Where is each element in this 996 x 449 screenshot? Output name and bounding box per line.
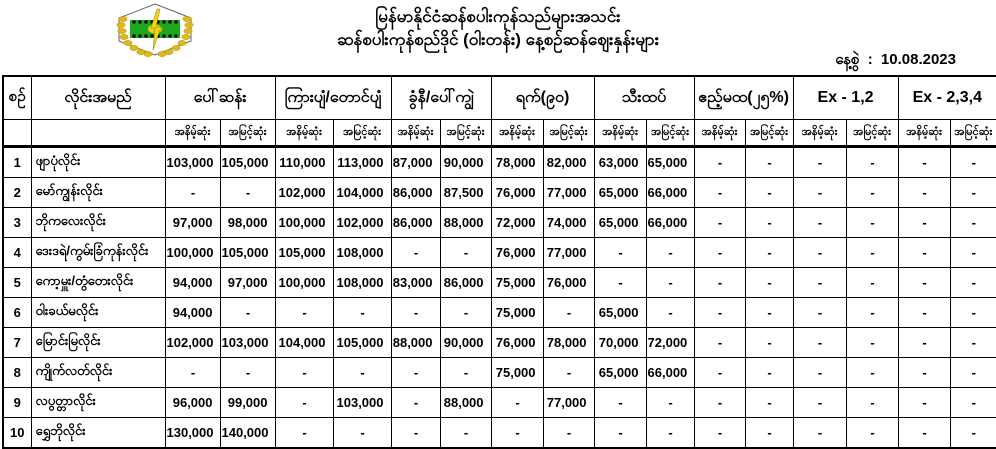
price-cell: 105,000: [275, 238, 333, 268]
price-cell: -: [950, 358, 996, 388]
price-cell: 63,000: [594, 147, 646, 178]
price-cell: -: [793, 328, 846, 358]
page-subtitle: ဆန်စပါးကုန်စည်ဒိုင် (ဝါးတန်း) နေ့စဉ်ဆန်ဈေးနှန်းများ: [336, 30, 660, 49]
group-header-row: [3, 76, 996, 120]
line-name-cell: လပွတ္တာလိုင်း: [31, 388, 165, 418]
daily-rice-price-table: [2, 75, 996, 449]
price-cell: -: [694, 388, 745, 418]
price-cell: 88,000: [440, 208, 491, 238]
rice-variety-group-header: ကြားပျံ/တောင်ပျံ: [275, 76, 391, 120]
price-cell: -: [898, 238, 950, 268]
price-cell: 96,000: [165, 388, 220, 418]
row-serial-number: 10: [3, 418, 31, 449]
price-cell: -: [391, 418, 440, 449]
price-cell: 83,000: [391, 268, 440, 298]
subcol-lowest-header: အနိမ့်ဆုံး: [391, 120, 440, 147]
price-cell: -: [694, 238, 745, 268]
date-value: 10.08.2023: [880, 51, 956, 68]
price-cell: -: [950, 298, 996, 328]
rice-variety-group-header: ဧည့်မထ(၂၅%): [694, 76, 793, 120]
price-cell: -: [950, 147, 996, 178]
price-cell: -: [793, 418, 846, 449]
price-cell: 140,000: [220, 418, 275, 449]
price-cell: -: [694, 208, 745, 238]
line-name-cell: ဖျာပုံလိုင်း: [31, 147, 165, 178]
price-cell: -: [745, 418, 793, 449]
price-cell: 66,000: [646, 358, 694, 388]
rice-variety-group-header: ခွံနီ/ပေါ်ကျွဲ: [391, 76, 491, 120]
price-cell: 103,000: [333, 388, 391, 418]
price-cell: 104,000: [275, 328, 333, 358]
price-cell: 72,000: [646, 328, 694, 358]
price-cell: -: [646, 238, 694, 268]
price-cell: -: [440, 298, 491, 328]
price-cell: -: [846, 208, 898, 238]
table-row: [3, 418, 996, 449]
price-cell: -: [745, 268, 793, 298]
price-cell: -: [898, 388, 950, 418]
price-cell: -: [646, 298, 694, 328]
price-cell: -: [846, 388, 898, 418]
price-cell: -: [694, 147, 745, 178]
line-name-cell: မော်ကျွန်းလိုင်း: [31, 178, 165, 208]
price-cell: -: [793, 147, 846, 178]
row-serial-number: 6: [3, 298, 31, 328]
price-cell: -: [950, 418, 996, 449]
subcol-highest-header: အမြင့်ဆုံး: [220, 120, 275, 147]
price-cell: 65,000: [594, 358, 646, 388]
rice-variety-group-header: Ex - 1,2: [793, 76, 898, 120]
price-cell: -: [846, 418, 898, 449]
price-cell: -: [646, 388, 694, 418]
price-cell: 100,000: [165, 238, 220, 268]
price-cell: 74,000: [543, 208, 594, 238]
rice-variety-group-header: ပေါ်ဆန်း: [165, 76, 275, 120]
price-cell: 105,000: [220, 147, 275, 178]
subcol-highest-header: အမြင့်ဆုံး: [846, 120, 898, 147]
association-logo-icon: [108, 3, 202, 57]
price-cell: -: [543, 298, 594, 328]
price-cell: -: [333, 418, 391, 449]
price-cell: 66,000: [646, 178, 694, 208]
table-row: [3, 238, 996, 268]
price-cell: -: [391, 358, 440, 388]
date-line: [831, 50, 956, 72]
row-serial-number: 5: [3, 268, 31, 298]
price-cell: 75,000: [491, 358, 543, 388]
price-cell: -: [333, 358, 391, 388]
subcol-lowest-header: အနိမ့်ဆုံး: [793, 120, 846, 147]
price-cell: -: [745, 178, 793, 208]
serial-subheader-empty: [3, 120, 31, 147]
price-cell: -: [694, 268, 745, 298]
price-cell: -: [391, 388, 440, 418]
row-serial-number: 7: [3, 328, 31, 358]
subcol-highest-header: အမြင့်ဆုံး: [543, 120, 594, 147]
price-cell: -: [950, 178, 996, 208]
serial-column-header: စဉ်: [3, 76, 31, 120]
price-cell: -: [793, 388, 846, 418]
line-name-cell: ဘိုကလေးလိုင်း: [31, 208, 165, 238]
subcol-lowest-header: အနိမ့်ဆုံး: [694, 120, 745, 147]
rice-variety-group-header: ရက်(၉၀): [491, 76, 594, 120]
price-cell: 65,000: [646, 147, 694, 178]
name-subheader-empty: [31, 120, 165, 147]
price-cell: 104,000: [333, 178, 391, 208]
price-cell: -: [220, 298, 275, 328]
price-cell: 76,000: [543, 268, 594, 298]
price-cell: 103,000: [220, 328, 275, 358]
price-cell: -: [745, 328, 793, 358]
line-name-cell: ဝါးခယ်မလိုင်း: [31, 298, 165, 328]
price-cell: -: [694, 178, 745, 208]
row-serial-number: 3: [3, 208, 31, 238]
page-header: [0, 0, 996, 75]
price-cell: 65,000: [594, 178, 646, 208]
price-cell: -: [440, 358, 491, 388]
table-row: [3, 358, 996, 388]
price-cell: 108,000: [333, 238, 391, 268]
price-cell: -: [543, 418, 594, 449]
price-cell: 87,000: [391, 147, 440, 178]
table-row: [3, 268, 996, 298]
price-cell: 105,000: [333, 328, 391, 358]
subcol-highest-header: အမြင့်ဆုံး: [440, 120, 491, 147]
price-cell: 77,000: [543, 178, 594, 208]
price-cell: 102,000: [275, 178, 333, 208]
sub-header-row: [3, 120, 996, 147]
subcol-highest-header: အမြင့်ဆုံး: [950, 120, 996, 147]
price-cell: 110,000: [275, 147, 333, 178]
subcol-lowest-header: အနိမ့်ဆုံး: [165, 120, 220, 147]
price-cell: -: [694, 298, 745, 328]
row-serial-number: 8: [3, 358, 31, 388]
price-cell: -: [745, 358, 793, 388]
price-cell: -: [793, 268, 846, 298]
price-cell: 77,000: [543, 238, 594, 268]
price-cell: 75,000: [491, 268, 543, 298]
price-cell: -: [950, 208, 996, 238]
price-cell: -: [646, 268, 694, 298]
price-cell: -: [745, 298, 793, 328]
price-cell: 70,000: [594, 328, 646, 358]
rice-variety-group-header: Ex - 2,3,4: [898, 76, 996, 120]
price-cell: -: [391, 238, 440, 268]
price-cell: -: [846, 268, 898, 298]
price-cell: -: [950, 268, 996, 298]
subcol-lowest-header: အနိမ့်ဆုံး: [898, 120, 950, 147]
price-cell: -: [491, 418, 543, 449]
price-cell: -: [594, 238, 646, 268]
price-cell: -: [491, 388, 543, 418]
price-cell: -: [846, 147, 898, 178]
price-cell: -: [745, 238, 793, 268]
price-cell: 130,000: [165, 418, 220, 449]
price-cell: -: [898, 418, 950, 449]
price-cell: 97,000: [220, 268, 275, 298]
table-row: [3, 298, 996, 328]
price-cell: -: [646, 418, 694, 449]
price-cell: 75,000: [491, 298, 543, 328]
price-cell: -: [846, 358, 898, 388]
price-cell: -: [793, 208, 846, 238]
price-cell: -: [694, 328, 745, 358]
line-name-cell: ကျိုက်လတ်လိုင်း: [31, 358, 165, 388]
price-cell: 100,000: [275, 208, 333, 238]
price-cell: -: [846, 328, 898, 358]
subcol-lowest-header: အနိမ့်ဆုံး: [491, 120, 543, 147]
subcol-highest-header: အမြင့်ဆုံး: [333, 120, 391, 147]
row-serial-number: 9: [3, 388, 31, 418]
price-cell: -: [846, 238, 898, 268]
price-cell: -: [898, 178, 950, 208]
price-cell: -: [594, 388, 646, 418]
price-cell: -: [694, 418, 745, 449]
table-row: [3, 328, 996, 358]
price-cell: 65,000: [594, 298, 646, 328]
price-cell: -: [793, 358, 846, 388]
price-cell: 66,000: [646, 208, 694, 238]
subcol-highest-header: အမြင့်ဆုံး: [745, 120, 793, 147]
price-cell: -: [391, 298, 440, 328]
table-row: [3, 388, 996, 418]
price-cell: -: [950, 238, 996, 268]
date-separator: :: [867, 51, 873, 68]
subcol-lowest-header: အနိမ့်ဆုံး: [275, 120, 333, 147]
line-name-cell: ဒေးဒရဲ/ကွမ်းခြံကုန်းလိုင်း: [31, 238, 165, 268]
price-cell: 98,000: [220, 208, 275, 238]
table-header: [3, 76, 996, 147]
price-cell: 99,000: [220, 388, 275, 418]
line-name-cell: ရွှေဘိုလိုင်း: [31, 418, 165, 449]
price-cell: -: [793, 298, 846, 328]
price-cell: 82,000: [543, 147, 594, 178]
rice-variety-group-header: သီးထပ်: [594, 76, 694, 120]
price-cell: 76,000: [491, 238, 543, 268]
table-row: [3, 208, 996, 238]
price-table-body: [3, 147, 996, 449]
price-cell: 94,000: [165, 298, 220, 328]
price-cell: -: [275, 358, 333, 388]
price-cell: -: [898, 268, 950, 298]
subcol-highest-header: အမြင့်ဆုံး: [646, 120, 694, 147]
price-cell: -: [846, 298, 898, 328]
date-label: နေ့စွဲ: [835, 51, 860, 68]
price-cell: -: [898, 298, 950, 328]
price-cell: -: [594, 268, 646, 298]
price-cell: -: [275, 298, 333, 328]
table-row: [3, 147, 996, 178]
price-cell: 94,000: [165, 268, 220, 298]
price-cell: -: [275, 418, 333, 449]
price-cell: 78,000: [543, 328, 594, 358]
price-cell: -: [950, 388, 996, 418]
subcol-lowest-header: အနိမ့်ဆုံး: [594, 120, 646, 147]
price-cell: 102,000: [333, 208, 391, 238]
price-cell: 103,000: [165, 147, 220, 178]
line-name-cell: မြောင်းမြလိုင်း: [31, 328, 165, 358]
price-cell: 113,000: [333, 147, 391, 178]
price-cell: -: [898, 208, 950, 238]
price-cell: 86,000: [391, 208, 440, 238]
line-name-cell: ကော့မှူး/တွံတေးလိုင်း: [31, 268, 165, 298]
price-cell: -: [220, 358, 275, 388]
price-cell: 87,500: [440, 178, 491, 208]
price-cell: -: [594, 418, 646, 449]
row-serial-number: 1: [3, 147, 31, 178]
price-cell: 86,000: [440, 268, 491, 298]
price-cell: -: [440, 418, 491, 449]
price-cell: -: [275, 388, 333, 418]
price-cell: -: [898, 147, 950, 178]
price-cell: -: [165, 178, 220, 208]
price-cell: 102,000: [165, 328, 220, 358]
price-cell: 97,000: [165, 208, 220, 238]
price-cell: 88,000: [440, 388, 491, 418]
price-cell: 72,000: [491, 208, 543, 238]
price-cell: -: [745, 208, 793, 238]
price-cell: -: [745, 147, 793, 178]
price-cell: -: [898, 358, 950, 388]
price-cell: -: [694, 358, 745, 388]
price-cell: 78,000: [491, 147, 543, 178]
price-cell: 76,000: [491, 328, 543, 358]
price-cell: -: [543, 358, 594, 388]
price-cell: -: [165, 358, 220, 388]
line-name-column-header: လိုင်းအမည်: [31, 76, 165, 120]
price-cell: 100,000: [275, 268, 333, 298]
price-cell: -: [440, 238, 491, 268]
price-cell: 90,000: [440, 147, 491, 178]
price-cell: 86,000: [391, 178, 440, 208]
table-row: [3, 178, 996, 208]
price-cell: 90,000: [440, 328, 491, 358]
price-cell: 108,000: [333, 268, 391, 298]
price-cell: -: [898, 328, 950, 358]
price-cell: -: [220, 178, 275, 208]
price-cell: 76,000: [491, 178, 543, 208]
price-cell: -: [793, 238, 846, 268]
page-title: မြန်မာနိုင်ငံဆန်စပါးကုန်သည်များအသင်း: [375, 7, 621, 26]
price-cell: -: [745, 388, 793, 418]
row-serial-number: 2: [3, 178, 31, 208]
row-serial-number: 4: [3, 238, 31, 268]
price-cell: 88,000: [391, 328, 440, 358]
price-cell: 65,000: [594, 208, 646, 238]
price-cell: -: [846, 178, 898, 208]
price-cell: -: [333, 298, 391, 328]
price-cell: -: [793, 178, 846, 208]
price-cell: 105,000: [220, 238, 275, 268]
price-cell: -: [950, 328, 996, 358]
price-cell: 77,000: [543, 388, 594, 418]
